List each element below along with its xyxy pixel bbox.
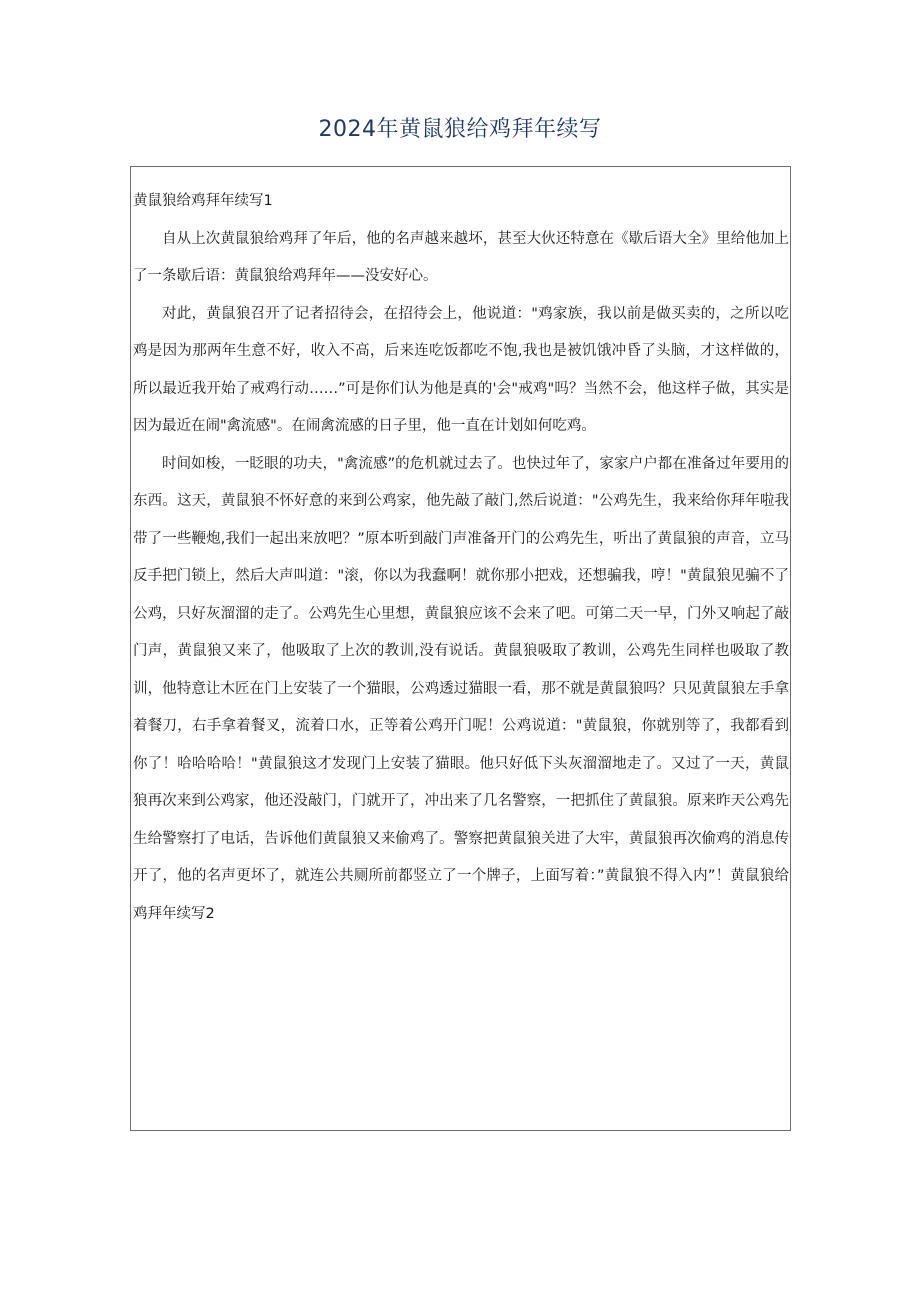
document-title: 2024年黄鼠狼给鸡拜年续写 [318, 117, 602, 142]
paragraph-3: 时间如梭，一眨眼的功夫，"禽流感”的危机就过去了。也快过年了，家家户户都在准备过年要用的东西。这天，黄鼠狼不怀好意的来到公鸡家，他先敲了敲门,然后说道："公鸡先生，我来给你拜年啦我带了一些鞭炮,我们一起出来放吧？”原本听到敲门声准备开门的公鸡先生，听出了黄鼠狼的声音，立马反手把门锁上，然后大声叫道："滚，你以为我蠢啊！就你那小把戏，还想骗我，哼！"黄鼠狼见骗不了公鸡，只好灰溜溜的走了。公鸡先生心里想，黄鼠狼应该不会来了吧。可第二天一早，门外又响起了敲门声，黄鼠狼又来了，他吸取了上次的教训,没有说话。黄鼠狼吸取了教训，公鸡先生同样也吸取了教训，他特意让木匠在门上安装了一个猫眼，公鸡透过猫眼一看，那不就是黄鼠狼吗？只见黄鼠狼左手拿着餐刀，右手拿着餐叉，流着口水，正等着公鸡开门呢！公鸡说道："黄鼠狼，你就别等了，我都看到你了！哈哈哈哈！"黄鼠狼这才发现门上安装了猫眼。他只好低下头灰溜溜地走了。又过了一天，黄鼠狼再次来到公鸡家，他还没敲门，门就开了，冲出来了几名警察，一把抓住了黄鼠狼。原来昨天公鸡先生给警察打了电话，告诉他们黄鼠狼又来偷鸡了。警察把黄鼠狼关进了大牢，黄鼠狼再次偷鸡的消息传开了，他的名声更坏了，就连公共厕所前都竖立了一个牌子，上面写着：”黄鼠狼不得入内”！黄鼠狼给鸡拜年续写2 [133, 455, 789, 922]
content-frame [130, 166, 791, 1131]
paragraph-2: 对此，黄鼠狼召开了记者招待会，在招待会上，他说道："鸡家族，我以前是做买卖的，之所以吃鸡是因为那两年生意不好，收入不高，后来连吃饭都吃不饱,我也是被饥饿冲昏了头脑，才这样做的，所以最近我开始了戒鸡行动……”可是你们认为他是真的'会"戒鸡"吗？当然不会，他这样子做，其实是因为最近在闹"禽流感"。在闹禽流感的日子里，他一直在计划如何吃鸡。 [133, 305, 789, 434]
section-heading: 黄鼠狼给鸡拜年续写1 [133, 193, 273, 209]
article-body [133, 183, 789, 933]
paragraph-1: 自从上次黄鼠狼给鸡拜了年后，他的名声越来越坏，甚至大伙还特意在《歇后语大全》里给他加上了一条歇后语：黄鼠狼给鸡拜年——没安好心。 [133, 230, 789, 284]
